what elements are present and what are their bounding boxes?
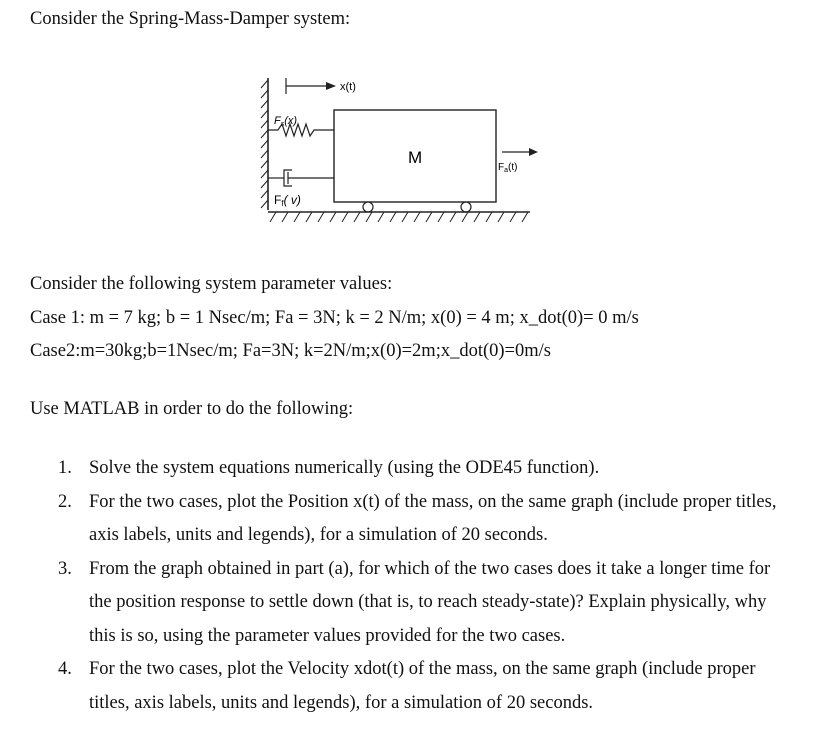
wall-hatching <box>261 80 268 208</box>
displacement-label: x(t) <box>340 81 356 93</box>
task-heading: Use MATLAB in order to do the following: <box>30 399 354 419</box>
task-text: For the two cases, plot the Velocity xdot(t) of the mass, on the same graph (include proper titles, axis labels, units and legends), for a simulation of 20 seconds. <box>89 659 756 713</box>
spring-mass-damper-diagram <box>248 70 538 240</box>
task-number: 4. <box>58 659 72 679</box>
task-number: 3. <box>58 558 72 579</box>
task-text: From the graph obtained in part (a), for which of the two cases does it take a longer time for the position response to settle down (that is, to reach steady-state)? Explain physically, why this is so, using the parameter values provided for the two cases. <box>89 558 771 646</box>
task-item <box>52 553 792 654</box>
case-1-parameters: Case 1: m = 7 kg; b = 1 Nsec/m; Fa = 3N; k = 2 N/m; x(0) = 4 m; x_dot(0)= 0 m/s <box>30 308 639 328</box>
task-number: 1. <box>58 458 72 478</box>
wheel-right-icon <box>461 202 471 212</box>
ground-hatching <box>270 212 528 222</box>
mass-label: M <box>408 148 423 167</box>
displacement-arrowhead-icon <box>326 82 336 90</box>
task-item <box>52 486 792 553</box>
wheel-left-icon <box>363 202 373 212</box>
case-2-parameters: Case2:m=30kg;b=1Nsec/m; Fa=3N; k=2N/m;x(0)=2m;x_dot(0)=0m/s <box>30 341 551 361</box>
spring-force-label: Fs(x) <box>274 115 298 128</box>
task-list <box>52 452 792 720</box>
task-item <box>52 452 792 486</box>
task-item <box>52 653 792 720</box>
task-text: For the two cases, plot the Position x(t) of the mass, on the same graph (include proper titles, axis labels, units and legends), for a simulation of 20 seconds. <box>89 491 777 545</box>
intro-text: Consider the Spring-Mass-Damper system: <box>30 9 351 29</box>
damper-force-label: Ff( v) <box>274 193 301 208</box>
applied-force-label: $F_a(t)$ <box>498 162 518 174</box>
applied-force-arrowhead-icon <box>529 148 538 156</box>
parameters-heading: Consider the following system parameter values: <box>30 274 393 294</box>
task-text: Solve the system equations numerically (using the ODE45 function). <box>89 458 600 478</box>
task-number: 2. <box>58 491 72 512</box>
